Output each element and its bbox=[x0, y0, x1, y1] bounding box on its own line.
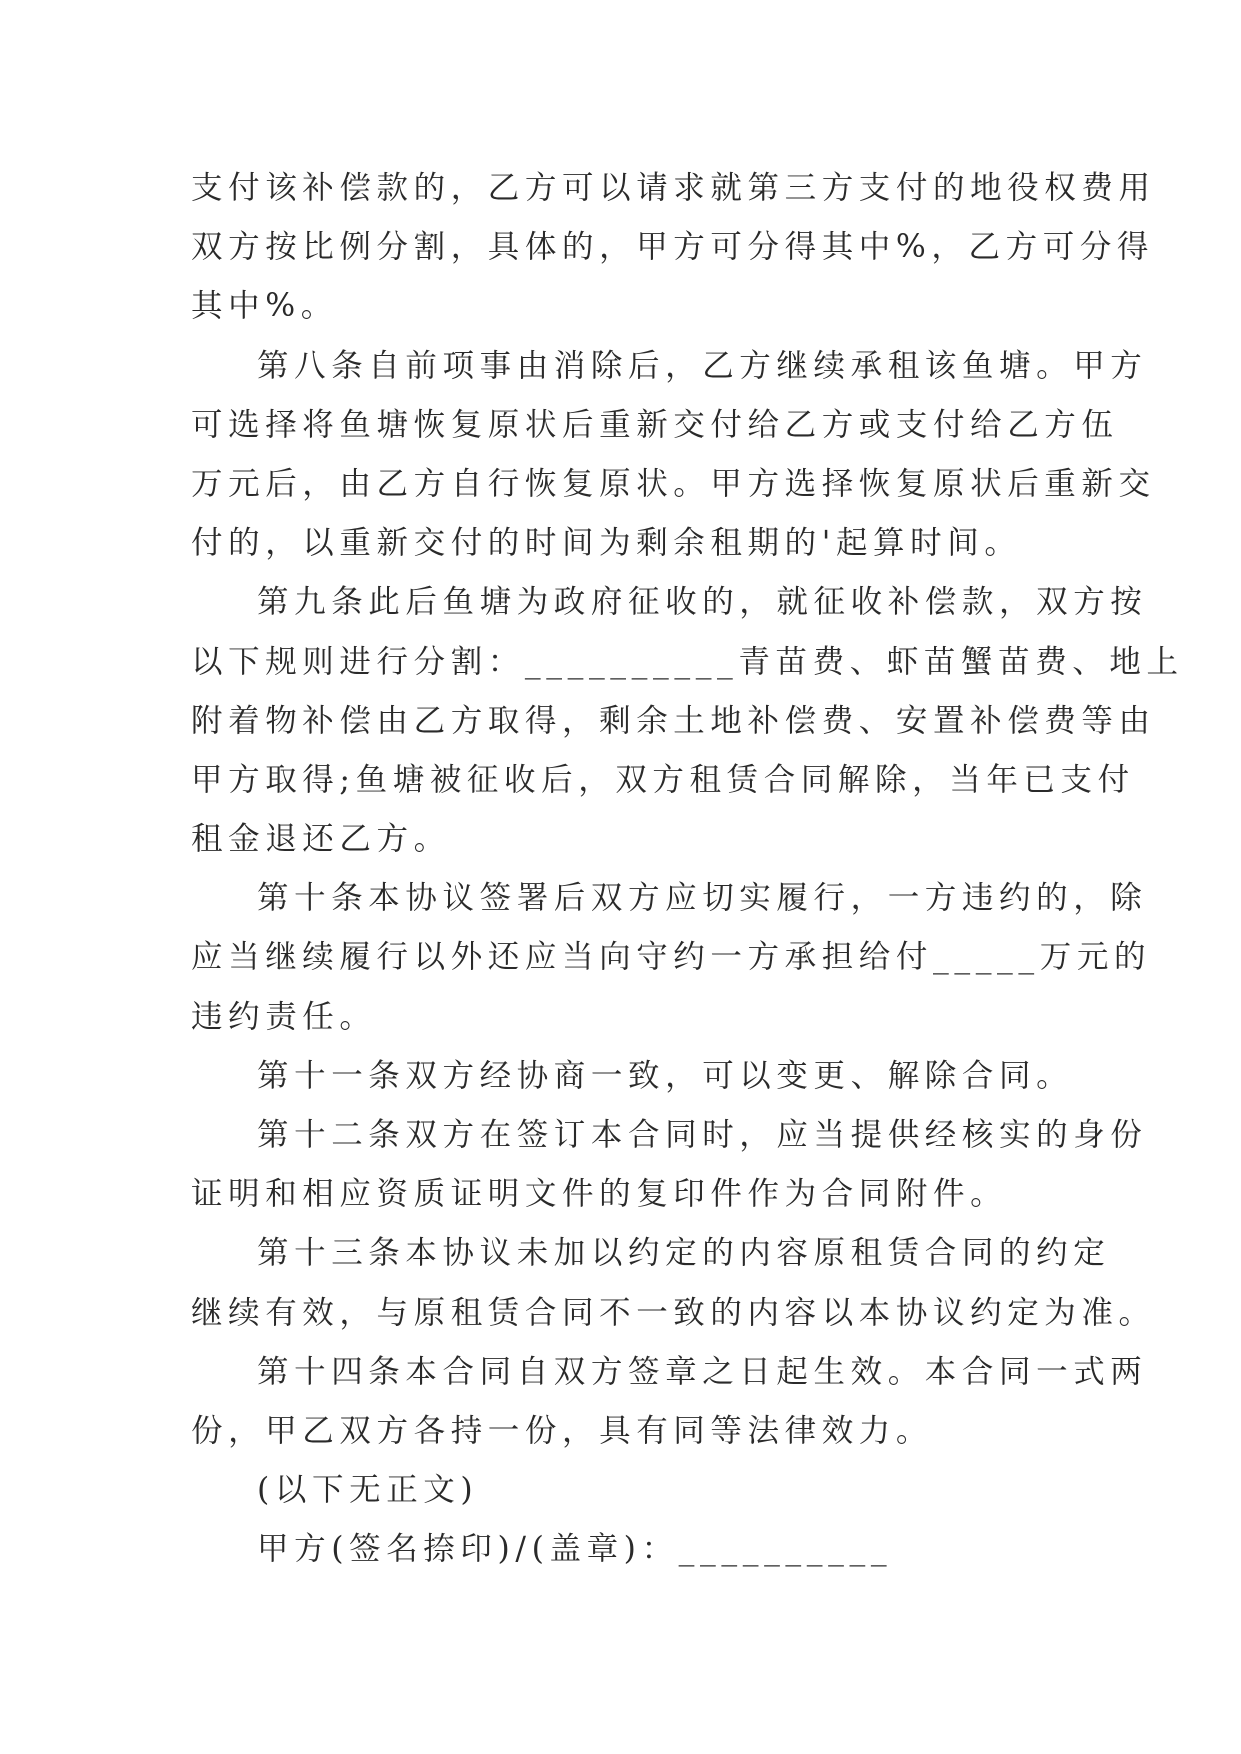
text-line: 支付该补偿款的，乙方可以请求就第三方支付的地役权费用 bbox=[191, 170, 1156, 206]
text-line: 应当继续履行以外还应当向守约一方承担给付_____万元的 bbox=[191, 939, 1152, 976]
text-line: 租金退还乙方。 bbox=[191, 821, 451, 858]
party-a-signature-line: 甲方(签名捺印)/(盖章)：__________ bbox=[257, 1531, 893, 1568]
contract-body bbox=[191, 159, 1184, 1580]
text-line: 双方按比例分割，具体的，甲方可分得其中%，乙方可分得 bbox=[191, 229, 1155, 266]
text-line: 万元后，由乙方自行恢复原状。甲方选择恢复原状后重新交 bbox=[191, 465, 1156, 502]
text-line: 附着物补偿由乙方取得，剩余土地补偿费、安置补偿费等由 bbox=[191, 702, 1156, 739]
text-line: 其中%。 bbox=[191, 288, 338, 325]
text-line: 继续有效，与原租赁合同不一致的内容以本协议约定为准。 bbox=[191, 1294, 1156, 1331]
text-line: 以下规则进行分割：__________青苗费、虾苗蟹苗费、地上 bbox=[191, 643, 1184, 680]
article-11-line: 第十一条双方经协商一致，可以变更、解除合同。 bbox=[257, 1057, 1074, 1094]
no-further-text-note: (以下无正文) bbox=[257, 1472, 479, 1509]
article-10-line: 第十条本协议签署后双方应切实履行，一方违约的，除 bbox=[257, 880, 1148, 917]
article-9-line: 第九条此后鱼塘为政府征收的，就征收补偿款，双方按 bbox=[257, 584, 1148, 621]
article-8-line: 第八条自前项事由消除后，乙方继续承租该鱼塘。甲方 bbox=[257, 347, 1148, 384]
article-12-line: 第十二条双方在签订本合同时，应当提供经核实的身份 bbox=[257, 1117, 1148, 1153]
text-line: 违约责任。 bbox=[191, 998, 377, 1035]
text-line: 可选择将鱼塘恢复原状后重新交付给乙方或支付给乙方伍 bbox=[191, 406, 1119, 443]
text-line: 甲方取得;鱼塘被征收后，双方租赁合同解除，当年已支付 bbox=[191, 761, 1135, 798]
text-line: 付的，以重新交付的时间为剩余租期的'起算时间。 bbox=[191, 525, 1022, 562]
text-line: 份，甲乙双方各持一份，具有同等法律效力。 bbox=[191, 1412, 934, 1449]
text-line: 证明和相应资质证明文件的复印件作为合同附件。 bbox=[191, 1176, 1008, 1213]
article-14-line: 第十四条本合同自双方签章之日起生效。本合同一式两 bbox=[257, 1353, 1148, 1390]
article-13-line: 第十三条本协议未加以约定的内容原租赁合同的约定 bbox=[257, 1235, 1111, 1272]
